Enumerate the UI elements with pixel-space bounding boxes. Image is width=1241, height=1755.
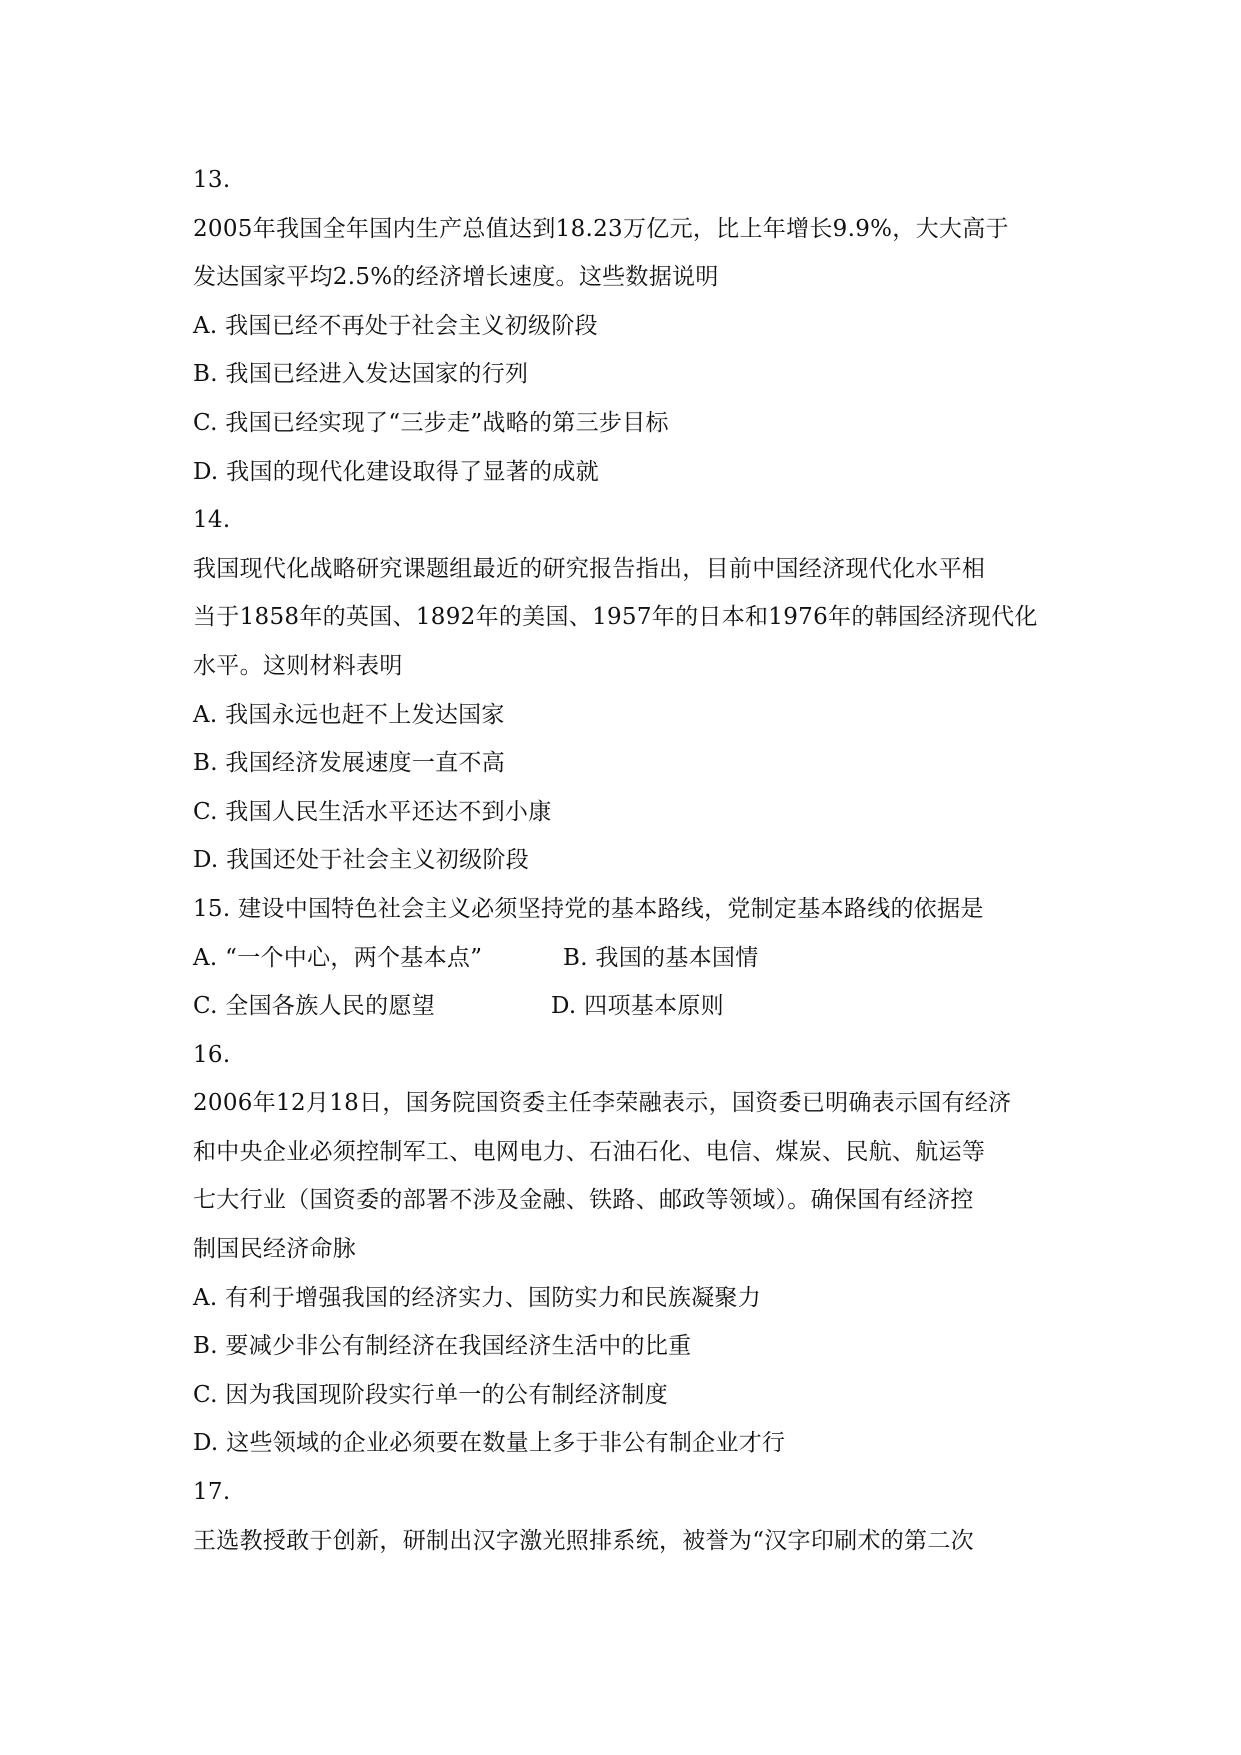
exam-page [193, 156, 1073, 1565]
question-16-option-b: B. 要减少非公有制经济在我国经济生活中的比重 [193, 1333, 692, 1360]
question-15-stem [193, 885, 1073, 934]
question-14-stem-line-1: 我国现代化战略研究课题组最近的研究报告指出，目前中国经济现代化水平相 [193, 555, 986, 582]
question-14-number: 14. [193, 507, 231, 534]
question-15-option-a: A. “一个中心，两个基本点” [193, 944, 483, 971]
question-13-stem-line-2: 发达国家平均2.5%的经济增长速度。这些数据说明 [193, 264, 719, 291]
question-13-option-c: C. 我国已经实现了“三步走”战略的第三步目标 [193, 409, 669, 436]
question-14-option-c: C. 我国人民生活水平还达不到小康 [193, 798, 552, 825]
question-16-option-a: A. 有利于增强我国的经济实力、国防实力和民族凝聚力 [193, 1284, 762, 1311]
question-14-option-d: D. 我国还处于社会主义初级阶段 [193, 847, 530, 874]
question-14-option-a: A. 我国永远也赶不上发达国家 [193, 701, 505, 728]
question-16-stem-line-3: 七大行业（国资委的部署不涉及金融、铁路、邮政等领域）。确保国有经济控 [193, 1187, 974, 1214]
question-17-stem-line-1: 王选教授敢于创新，研制出汉字激光照排系统，被誉为“汉字印刷术的第二次 [193, 1527, 974, 1554]
question-13-option-a: A. 我国已经不再处于社会主义初级阶段 [193, 312, 598, 339]
question-16-stem-line-4: 制国民经济命脉 [193, 1236, 357, 1263]
question-15-number: 15. [193, 895, 231, 922]
question-15-option-c: C. 全国各族人民的愿望 [193, 993, 436, 1020]
question-14-stem-line-3: 水平。这则材料表明 [193, 652, 403, 679]
question-15-options-row-1 [193, 934, 1073, 983]
question-16-stem-line-2: 和中央企业必须控制军工、电网电力、石油石化、电信、煤炭、民航、航运等 [193, 1138, 986, 1165]
question-16-number: 16. [193, 1041, 231, 1068]
question-16-option-c: C. 因为我国现阶段实行单一的公有制经济制度 [193, 1381, 669, 1408]
question-15-option-b: B. 我国的基本国情 [563, 944, 759, 971]
question-14-stem-line-2: 当于1858年的英国、1892年的美国、1957年的日本和1976年的韩国经济现代化 [193, 604, 1038, 631]
question-15-option-d: D. 四项基本原则 [551, 993, 724, 1020]
question-14-option-b: B. 我国经济发展速度一直不高 [193, 750, 506, 777]
question-16-option-d: D. 这些领域的企业必须要在数量上多于非公有制企业才行 [193, 1430, 786, 1457]
question-17-number: 17. [193, 1479, 231, 1506]
question-15-options-row-2 [193, 982, 1073, 1031]
question-13-option-b: B. 我国已经进入发达国家的行列 [193, 361, 529, 388]
question-15-stem-text: 建设中国特色社会主义必须坚持党的基本路线，党制定基本路线的依据是 [238, 895, 984, 922]
question-13-number: 13. [193, 167, 231, 193]
question-13-stem-line-1: 2005年我国全年国内生产总值达到18.23万亿元，比上年增长9.9%，大大高于 [193, 215, 1009, 242]
question-13-option-d: D. 我国的现代化建设取得了显著的成就 [193, 458, 599, 485]
question-16-stem-line-1: 2006年12月18日，国务院国资委主任李荣融表示，国资委已明确表示国有经济 [193, 1090, 1012, 1117]
